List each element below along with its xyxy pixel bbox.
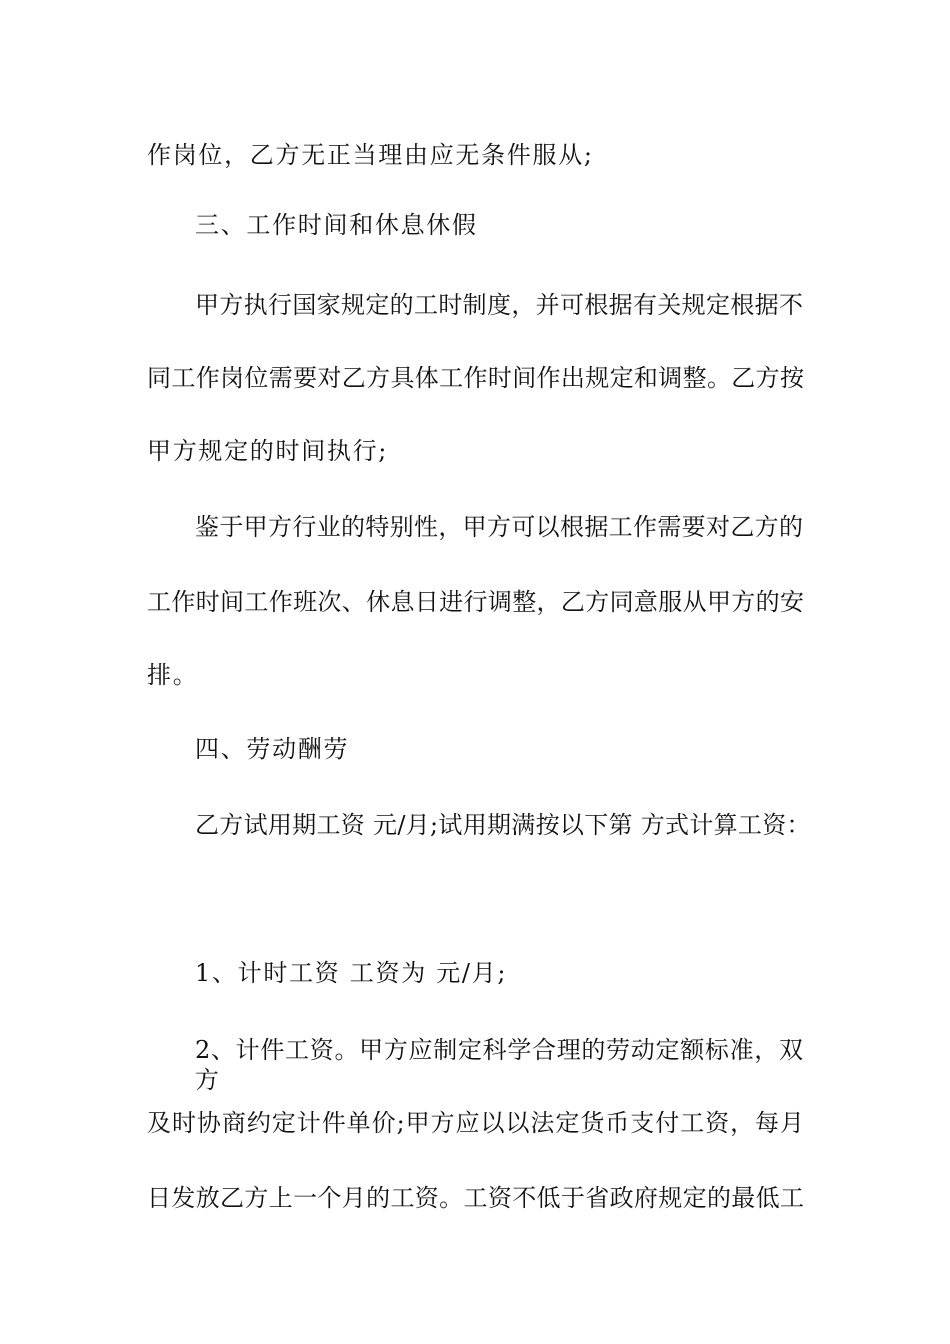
text-line-11: 1、计时工资 工资为 元/月; — [195, 959, 508, 987]
text-line-8: 排。 — [147, 661, 199, 689]
text-line-1: 作岗位，乙方无正当理由应无条件服从; — [147, 141, 594, 169]
text-line-13: 及时协商约定计件单价;甲方应以以法定货币支付工资，每月 — [147, 1109, 804, 1137]
text-line-10: 乙方试用期工资 元/月;试用期满按以下第 方式计算工资： — [195, 811, 811, 839]
text-line-7: 工作时间工作班次、休息日进行调整，乙方同意服从甲方的安 — [147, 588, 804, 616]
text-line-5: 甲方规定的时间执行; — [147, 437, 389, 465]
section-heading-4: 四、劳动酬劳 — [195, 735, 350, 763]
text-line-6: 鉴于甲方行业的特别性，甲方可以根据工作需要对乙方的 — [195, 513, 803, 541]
section-heading-3: 三、工作时间和休息休假 — [195, 211, 478, 239]
text-line-14: 日发放乙方上一个月的工资。工资不低于省政府规定的最低工 — [147, 1184, 804, 1212]
text-line-3: 甲方执行国家规定的工时制度，并可根据有关规定根据不 — [195, 291, 803, 319]
text-line-4: 同工作岗位需要对乙方具体工作时间作出规定和调整。乙方按 — [147, 364, 804, 392]
text-line-12: 2、计件工资。甲方应制定科学合理的劳动定额标准，双方 — [195, 1036, 803, 1094]
